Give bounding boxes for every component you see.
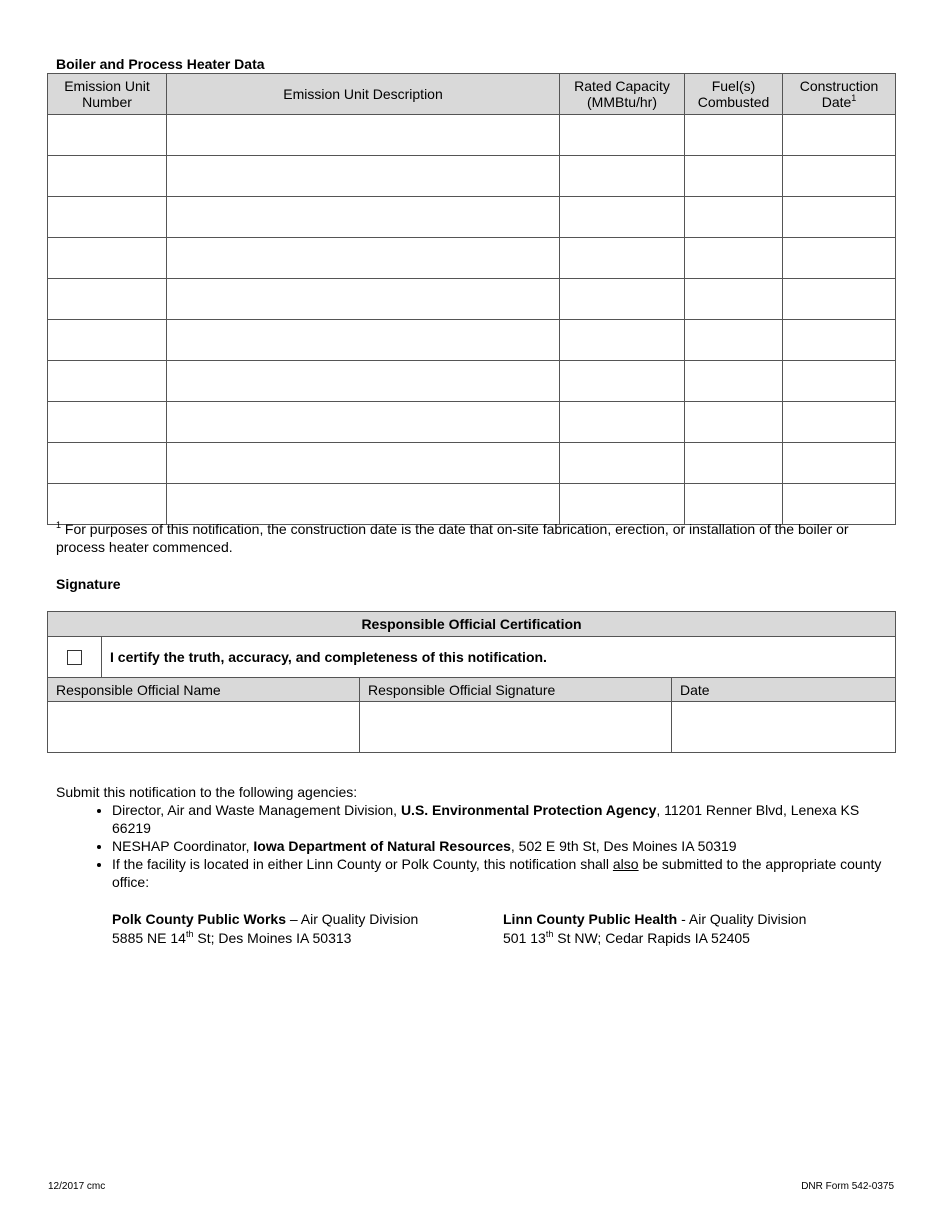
description-cell[interactable] bbox=[167, 402, 560, 443]
unit-number-cell[interactable] bbox=[48, 361, 167, 402]
date-field[interactable] bbox=[672, 702, 896, 753]
fuel-cell[interactable] bbox=[685, 361, 783, 402]
linn-county-agency bbox=[503, 910, 806, 948]
header-rated-capacity: Rated Capacity (MMBtu/hr) bbox=[560, 74, 685, 115]
cert-checkbox[interactable] bbox=[67, 650, 82, 665]
fuel-cell[interactable] bbox=[685, 443, 783, 484]
unit-number-cell[interactable] bbox=[48, 279, 167, 320]
polk-address-rest: St; Des Moines IA 50313 bbox=[193, 930, 352, 946]
description-cell[interactable] bbox=[167, 361, 560, 402]
description-cell[interactable] bbox=[167, 238, 560, 279]
fuel-cell[interactable] bbox=[685, 402, 783, 443]
polk-division: – Air Quality Division bbox=[286, 911, 419, 927]
polk-address-sup: th bbox=[185, 929, 194, 939]
table-row bbox=[48, 402, 896, 443]
fuel-cell[interactable] bbox=[685, 320, 783, 361]
unit-number-cell[interactable] bbox=[48, 115, 167, 156]
linn-address: 501 13 bbox=[503, 930, 546, 946]
official-signature-label: Responsible Official Signature bbox=[360, 678, 672, 702]
list-item bbox=[112, 837, 886, 855]
header-construction-date bbox=[783, 74, 896, 115]
description-cell[interactable] bbox=[167, 197, 560, 238]
table-row bbox=[48, 279, 896, 320]
construction-date-cell[interactable] bbox=[783, 361, 896, 402]
construction-date-cell[interactable] bbox=[783, 279, 896, 320]
header-emission-unit-description: Emission Unit Description bbox=[167, 74, 560, 115]
capacity-cell[interactable] bbox=[560, 156, 685, 197]
table-row bbox=[48, 443, 896, 484]
construction-date-cell[interactable] bbox=[783, 484, 896, 525]
header-construction-date-label: Construction Date bbox=[799, 78, 879, 110]
table-row bbox=[48, 238, 896, 279]
polk-name: Polk County Public Works bbox=[112, 911, 286, 927]
capacity-cell[interactable] bbox=[560, 402, 685, 443]
capacity-cell[interactable] bbox=[560, 361, 685, 402]
construction-date-cell[interactable] bbox=[783, 197, 896, 238]
fuel-cell[interactable] bbox=[685, 115, 783, 156]
fuel-cell[interactable] bbox=[685, 484, 783, 525]
county-post: be submitted to the appropriate county office: bbox=[112, 856, 882, 890]
fuel-cell[interactable] bbox=[685, 238, 783, 279]
capacity-cell[interactable] bbox=[560, 197, 685, 238]
fuel-cell[interactable] bbox=[685, 279, 783, 320]
description-cell[interactable] bbox=[167, 320, 560, 361]
date-label: Date bbox=[672, 678, 896, 702]
cert-checkbox-cell bbox=[48, 637, 102, 678]
capacity-cell[interactable] bbox=[560, 238, 685, 279]
description-cell[interactable] bbox=[167, 115, 560, 156]
footnote bbox=[56, 520, 886, 556]
table-row bbox=[48, 484, 896, 525]
iowa-address: , 502 E 9th St, Des Moines IA 50319 bbox=[510, 838, 737, 854]
unit-number-cell[interactable] bbox=[48, 238, 167, 279]
capacity-cell[interactable] bbox=[560, 320, 685, 361]
polk-county-agency bbox=[112, 910, 418, 948]
footer-form-number: DNR Form 542-0375 bbox=[801, 1181, 894, 1192]
certification-table bbox=[47, 611, 896, 753]
boiler-data-table bbox=[47, 73, 896, 525]
epa-pre: Director, Air and Waste Management Division, bbox=[112, 802, 401, 818]
construction-date-cell[interactable] bbox=[783, 320, 896, 361]
capacity-cell[interactable] bbox=[560, 115, 685, 156]
unit-number-cell[interactable] bbox=[48, 484, 167, 525]
construction-date-cell[interactable] bbox=[783, 156, 896, 197]
table-row bbox=[48, 320, 896, 361]
table-row bbox=[48, 115, 896, 156]
unit-number-cell[interactable] bbox=[48, 320, 167, 361]
footnote-ref: 1 bbox=[851, 93, 857, 103]
polk-address: 5885 NE 14 bbox=[112, 930, 186, 946]
official-name-label: Responsible Official Name bbox=[48, 678, 360, 702]
iowa-agency-name: Iowa Department of Natural Resources bbox=[253, 838, 511, 854]
unit-number-cell[interactable] bbox=[48, 156, 167, 197]
county-also: also bbox=[612, 856, 639, 872]
footer-date-code: 12/2017 cmc bbox=[48, 1181, 106, 1192]
capacity-cell[interactable] bbox=[560, 443, 685, 484]
footnote-marker: 1 bbox=[56, 520, 62, 530]
header-emission-unit-number: Emission Unit Number bbox=[48, 74, 167, 115]
signature-heading: Signature bbox=[56, 576, 121, 592]
list-item bbox=[112, 855, 886, 891]
description-cell[interactable] bbox=[167, 156, 560, 197]
unit-number-cell[interactable] bbox=[48, 443, 167, 484]
cert-statement: I certify the truth, accuracy, and completeness of this notification. bbox=[102, 637, 896, 678]
capacity-cell[interactable] bbox=[560, 484, 685, 525]
linn-address-rest: St NW; Cedar Rapids IA 52405 bbox=[553, 930, 750, 946]
description-cell[interactable] bbox=[167, 484, 560, 525]
footnote-text: For purposes of this notification, the construction date is the date that on-site fabrication, erection, or installation of the boiler or process heater commenced. bbox=[56, 521, 849, 555]
linn-division: - Air Quality Division bbox=[677, 911, 807, 927]
description-cell[interactable] bbox=[167, 279, 560, 320]
submit-instructions bbox=[56, 783, 886, 891]
description-cell[interactable] bbox=[167, 443, 560, 484]
header-fuels-combusted: Fuel(s) Combusted bbox=[685, 74, 783, 115]
agency-list bbox=[56, 801, 886, 891]
table-row bbox=[48, 361, 896, 402]
county-pre: If the facility is located in either Linn County or Polk County, this notification shall bbox=[112, 856, 613, 872]
official-signature-field[interactable] bbox=[360, 702, 672, 753]
list-item bbox=[112, 801, 886, 837]
construction-date-cell[interactable] bbox=[783, 238, 896, 279]
construction-date-cell[interactable] bbox=[783, 402, 896, 443]
table-row bbox=[48, 156, 896, 197]
capacity-cell[interactable] bbox=[560, 279, 685, 320]
fuel-cell[interactable] bbox=[685, 197, 783, 238]
epa-agency-name: U.S. Environmental Protection Agency bbox=[400, 802, 657, 818]
cert-title: Responsible Official Certification bbox=[48, 612, 896, 637]
section-title: Boiler and Process Heater Data bbox=[56, 56, 265, 72]
official-name-field[interactable] bbox=[48, 702, 360, 753]
construction-date-cell[interactable] bbox=[783, 443, 896, 484]
fuel-cell[interactable] bbox=[685, 156, 783, 197]
unit-number-cell[interactable] bbox=[48, 197, 167, 238]
unit-number-cell[interactable] bbox=[48, 402, 167, 443]
construction-date-cell[interactable] bbox=[783, 115, 896, 156]
epa-address: , 11201 Renner Blvd, Lenexa KS 66219 bbox=[112, 802, 860, 836]
linn-name: Linn County Public Health bbox=[503, 911, 678, 927]
table-row bbox=[48, 197, 896, 238]
submit-intro: Submit this notification to the following agencies: bbox=[56, 784, 358, 800]
iowa-pre: NESHAP Coordinator, bbox=[112, 838, 254, 854]
linn-address-sup: th bbox=[545, 929, 554, 939]
